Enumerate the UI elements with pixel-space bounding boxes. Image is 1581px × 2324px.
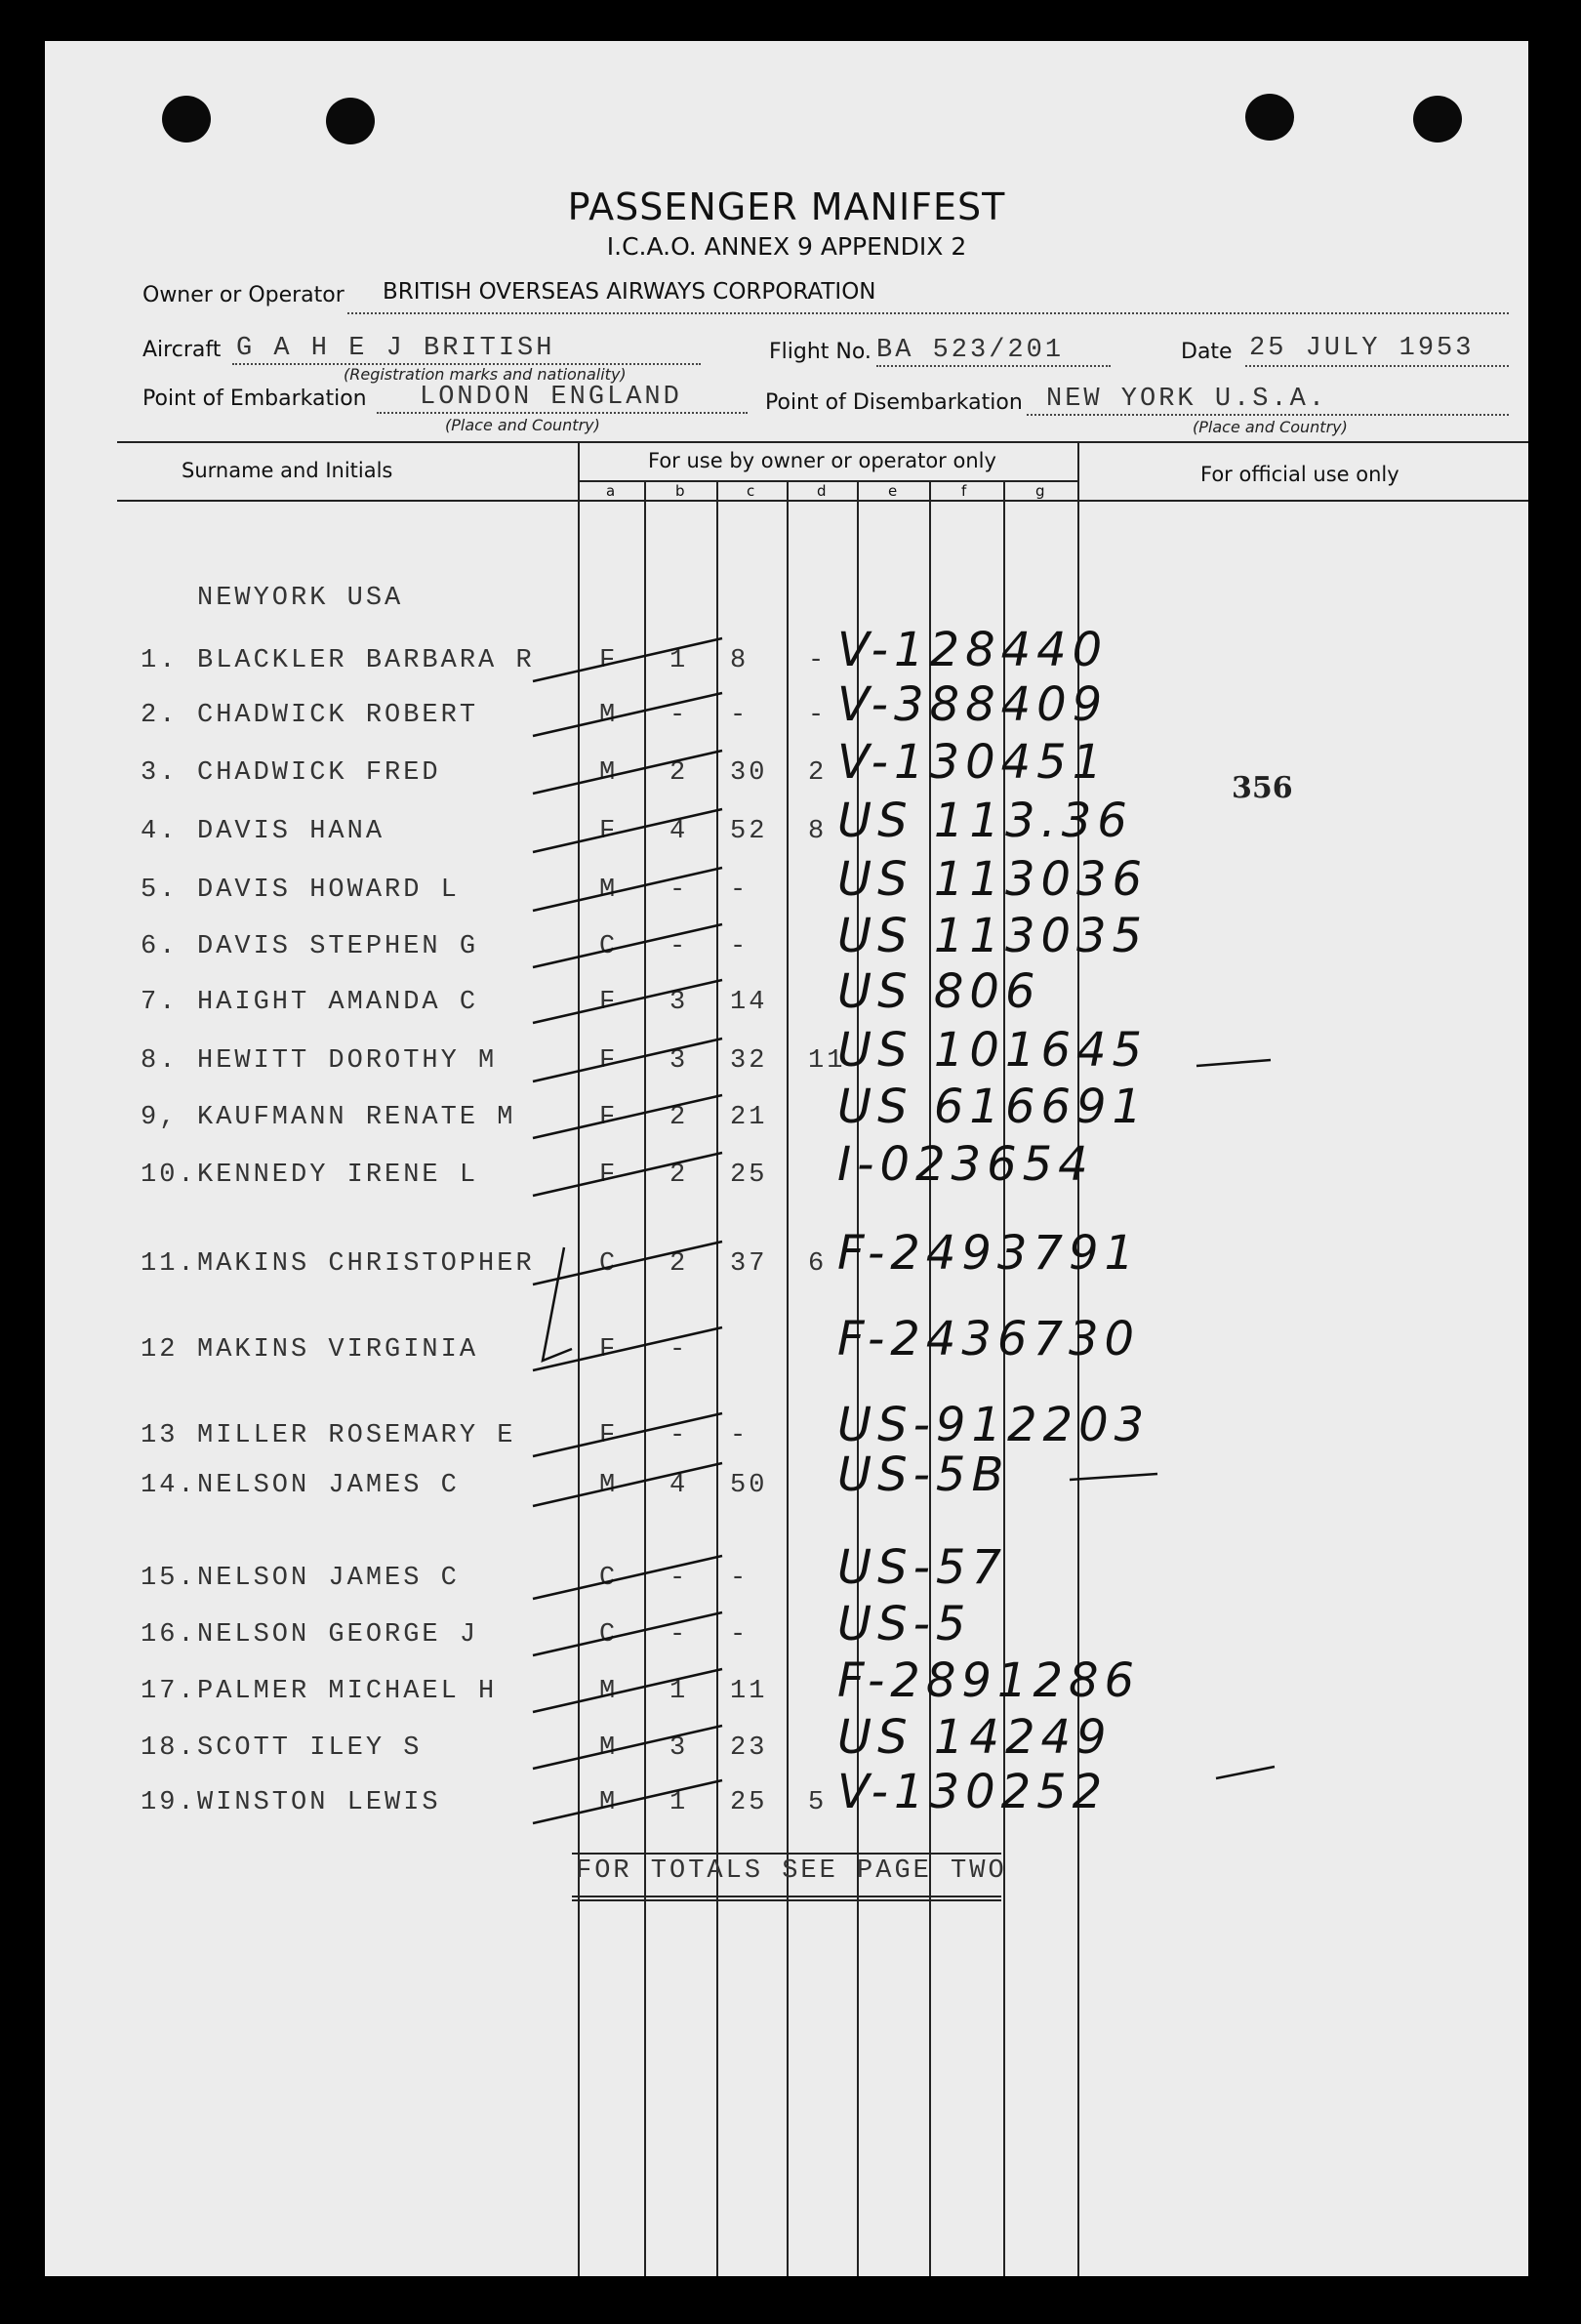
cell-c: - bbox=[730, 1564, 750, 1593]
cell-d: 11 bbox=[808, 1046, 846, 1076]
passenger-name: CHADWICK ROBERT bbox=[197, 701, 479, 730]
row-number: 15. bbox=[141, 1564, 197, 1593]
col-header-surname: Surname and Initials bbox=[182, 459, 393, 482]
passenger-name: DAVIS HANA bbox=[197, 817, 385, 846]
cell-a: F bbox=[599, 1046, 619, 1076]
row-number: 6. bbox=[141, 932, 179, 961]
cell-b: - bbox=[669, 1620, 689, 1650]
cell-a: C bbox=[599, 932, 619, 961]
cell-c: 37 bbox=[730, 1249, 768, 1279]
cell-d: - bbox=[808, 701, 828, 730]
cell-d: 5 bbox=[808, 1788, 828, 1817]
col-header-operator: For use by owner or operator only bbox=[648, 449, 996, 472]
cell-a: M bbox=[599, 701, 619, 730]
page-number-stamp: 356 bbox=[1232, 771, 1293, 805]
cell-b: - bbox=[669, 1564, 689, 1593]
pen-strike-mark bbox=[533, 868, 722, 911]
row-number: 16. bbox=[141, 1620, 197, 1650]
pen-tail-mark bbox=[1216, 1767, 1275, 1778]
cell-a: M bbox=[599, 876, 619, 905]
cell-a: C bbox=[599, 1620, 619, 1650]
official-handwritten-number: US 101645 bbox=[837, 1023, 1149, 1078]
official-handwritten-number: US 113035 bbox=[837, 909, 1149, 963]
cell-c: 32 bbox=[730, 1046, 768, 1076]
row-number: 14. bbox=[141, 1471, 197, 1500]
official-handwritten-number: F-2493791 bbox=[837, 1226, 1141, 1281]
pen-strike-mark bbox=[533, 980, 722, 1023]
pen-strike-mark bbox=[533, 1780, 722, 1823]
passenger-name: BLACKLER BARBARA R bbox=[197, 646, 535, 675]
cell-d: - bbox=[808, 646, 828, 675]
cell-b: 3 bbox=[669, 1733, 689, 1763]
pen-strike-mark bbox=[533, 1556, 722, 1599]
section-label: NEWYORK USA bbox=[197, 584, 404, 613]
sub-column-letter: e bbox=[888, 482, 898, 500]
row-number: 1. bbox=[141, 646, 179, 675]
flight-label: Flight No. bbox=[769, 340, 872, 364]
cell-d: 6 bbox=[808, 1249, 828, 1279]
pen-strike-mark bbox=[533, 751, 722, 794]
cell-d: 8 bbox=[808, 817, 828, 846]
cell-b: 2 bbox=[669, 758, 689, 788]
passenger-name: DAVIS STEPHEN G bbox=[197, 932, 479, 961]
sub-column-letter: d bbox=[817, 482, 827, 500]
embark-value: LONDON ENGLAND bbox=[420, 383, 682, 412]
cell-c: 50 bbox=[730, 1471, 768, 1500]
passenger-name: NELSON JAMES C bbox=[197, 1564, 460, 1593]
row-number: 12 bbox=[141, 1335, 179, 1365]
pen-strike-mark bbox=[533, 1095, 722, 1138]
cell-b: - bbox=[669, 701, 689, 730]
cell-a: F bbox=[599, 988, 619, 1017]
aircraft-value: G A H E J BRITISH bbox=[236, 334, 555, 363]
cell-b: 2 bbox=[669, 1249, 689, 1279]
cell-b: - bbox=[669, 1421, 689, 1450]
row-number: 10. bbox=[141, 1161, 197, 1190]
bracket-mark bbox=[543, 1247, 572, 1361]
cell-b: - bbox=[669, 932, 689, 961]
cell-c: 8 bbox=[730, 646, 750, 675]
cell-c: 23 bbox=[730, 1733, 768, 1763]
official-handwritten-number: US-5B bbox=[837, 1447, 1010, 1502]
cell-a: C bbox=[599, 1564, 619, 1593]
row-number: 19. bbox=[141, 1788, 197, 1817]
cell-b: 4 bbox=[669, 817, 689, 846]
manifest-page bbox=[45, 41, 1528, 2276]
flight-value: BA 523/201 bbox=[876, 336, 1065, 365]
official-handwritten-number: US 113.36 bbox=[837, 794, 1133, 848]
cell-b: 3 bbox=[669, 988, 689, 1017]
official-handwritten-number: US-5 bbox=[837, 1597, 972, 1651]
row-number: 18. bbox=[141, 1733, 197, 1763]
row-number: 17. bbox=[141, 1677, 197, 1706]
sub-column-letter: f bbox=[961, 482, 967, 500]
aircraft-note: (Registration marks and nationality) bbox=[344, 365, 627, 384]
row-number: 13 bbox=[141, 1421, 179, 1450]
row-number: 5. bbox=[141, 876, 179, 905]
row-number: 8. bbox=[141, 1046, 179, 1076]
owner-label: Owner or Operator bbox=[142, 283, 345, 307]
pen-strike-mark bbox=[533, 1463, 722, 1506]
cell-a: M bbox=[599, 1788, 619, 1817]
official-handwritten-number: V-388409 bbox=[837, 677, 1109, 732]
official-handwritten-number: US 616691 bbox=[837, 1080, 1149, 1134]
cell-c: - bbox=[730, 701, 750, 730]
pen-strike-mark bbox=[533, 1413, 722, 1456]
passenger-name: HAIGHT AMANDA C bbox=[197, 988, 479, 1017]
passenger-name: NELSON JAMES C bbox=[197, 1471, 460, 1500]
row-number: 4. bbox=[141, 817, 179, 846]
sub-column-letter: c bbox=[747, 482, 755, 500]
passenger-name: SCOTT ILEY S bbox=[197, 1733, 423, 1763]
col-header-official: For official use only bbox=[1200, 463, 1399, 486]
cell-b: - bbox=[669, 1335, 689, 1365]
official-handwritten-number: US 806 bbox=[837, 964, 1041, 1019]
passenger-name: HEWITT DOROTHY M bbox=[197, 1046, 498, 1076]
cell-b: 2 bbox=[669, 1161, 689, 1190]
cell-c: 14 bbox=[730, 988, 768, 1017]
cell-a: F bbox=[599, 817, 619, 846]
cell-c: 11 bbox=[730, 1677, 768, 1706]
cell-b: 1 bbox=[669, 1788, 689, 1817]
cell-b: 3 bbox=[669, 1046, 689, 1076]
passenger-name: MAKINS VIRGINIA bbox=[197, 1335, 479, 1365]
embark-label: Point of Embarkation bbox=[142, 387, 367, 411]
cell-b: 2 bbox=[669, 1103, 689, 1132]
cell-a: F bbox=[599, 1335, 619, 1365]
disembark-label: Point of Disembarkation bbox=[765, 390, 1023, 415]
cell-a: C bbox=[599, 1249, 619, 1279]
cell-a: M bbox=[599, 1733, 619, 1763]
passenger-name: MAKINS CHRISTOPHER bbox=[197, 1249, 535, 1279]
sub-column-letter: b bbox=[675, 482, 685, 500]
cell-c: 52 bbox=[730, 817, 768, 846]
official-handwritten-number: F-2891286 bbox=[837, 1653, 1141, 1708]
cell-a: M bbox=[599, 1471, 619, 1500]
page-subtitle: I.C.A.O. ANNEX 9 APPENDIX 2 bbox=[606, 232, 967, 261]
official-handwritten-number: US-57 bbox=[837, 1540, 1007, 1595]
cell-c: - bbox=[730, 1620, 750, 1650]
official-handwritten-number: V-130252 bbox=[837, 1765, 1109, 1819]
cell-b: 4 bbox=[669, 1471, 689, 1500]
row-number: 3. bbox=[141, 758, 179, 788]
passenger-name: PALMER MICHAEL H bbox=[197, 1677, 498, 1706]
row-number: 7. bbox=[141, 988, 179, 1017]
cell-c: 25 bbox=[730, 1161, 768, 1190]
pen-strike-mark bbox=[533, 809, 722, 852]
cell-c: - bbox=[730, 876, 750, 905]
totals-note: FOR TOTALS SEE PAGE TWO bbox=[576, 1856, 1007, 1886]
row-number: 9, bbox=[141, 1103, 179, 1132]
pen-tail-mark bbox=[1196, 1060, 1271, 1066]
pen-strike-marks bbox=[45, 41, 1528, 2276]
official-handwritten-number: V-130451 bbox=[837, 735, 1109, 790]
cell-c: - bbox=[730, 932, 750, 961]
cell-c: 21 bbox=[730, 1103, 768, 1132]
passenger-name: KENNEDY IRENE L bbox=[197, 1161, 479, 1190]
official-handwritten-number: I-023654 bbox=[837, 1137, 1094, 1192]
aircraft-label: Aircraft bbox=[142, 338, 222, 362]
pen-strike-mark bbox=[533, 1612, 722, 1655]
passenger-name: MILLER ROSEMARY E bbox=[197, 1421, 516, 1450]
official-handwritten-number: US 14249 bbox=[837, 1710, 1113, 1765]
cell-b: - bbox=[669, 876, 689, 905]
pen-strike-mark bbox=[533, 1327, 722, 1370]
sub-column-letter: a bbox=[606, 482, 616, 500]
embark-note: (Place and Country) bbox=[445, 416, 600, 434]
pen-strike-mark bbox=[533, 924, 722, 967]
cell-b: 1 bbox=[669, 646, 689, 675]
date-label: Date bbox=[1181, 340, 1233, 364]
cell-a: F bbox=[599, 646, 619, 675]
cell-c: 25 bbox=[730, 1788, 768, 1817]
passenger-name: KAUFMANN RENATE M bbox=[197, 1103, 516, 1132]
cell-c: - bbox=[730, 1421, 750, 1450]
pen-strike-mark bbox=[533, 1726, 722, 1769]
passenger-name: DAVIS HOWARD L bbox=[197, 876, 460, 905]
official-handwritten-number: V-128440 bbox=[837, 623, 1109, 677]
pen-strike-mark bbox=[533, 1153, 722, 1196]
row-number: 2. bbox=[141, 701, 179, 730]
date-value: 25 JULY 1953 bbox=[1249, 334, 1475, 363]
disembark-value: NEW YORK U.S.A. bbox=[1046, 385, 1328, 414]
pen-tail-mark bbox=[1070, 1474, 1157, 1480]
disembark-note: (Place and Country) bbox=[1193, 418, 1348, 436]
page-title: PASSENGER MANIFEST bbox=[567, 185, 1006, 228]
row-number: 11. bbox=[141, 1249, 197, 1279]
cell-a: F bbox=[599, 1161, 619, 1190]
official-handwritten-number: US-912203 bbox=[837, 1398, 1151, 1452]
pen-strike-mark bbox=[533, 1039, 722, 1081]
passenger-name: WINSTON LEWIS bbox=[197, 1788, 441, 1817]
passenger-name: CHADWICK FRED bbox=[197, 758, 441, 788]
cell-c: 30 bbox=[730, 758, 768, 788]
official-handwritten-number: US 113036 bbox=[837, 852, 1149, 907]
pen-strike-mark bbox=[533, 1669, 722, 1712]
sub-column-letter: g bbox=[1035, 482, 1045, 500]
cell-a: M bbox=[599, 758, 619, 788]
cell-a: F bbox=[599, 1103, 619, 1132]
passenger-name: NELSON GEORGE J bbox=[197, 1620, 479, 1650]
cell-d: 2 bbox=[808, 758, 828, 788]
cell-b: 1 bbox=[669, 1677, 689, 1706]
pen-strike-mark bbox=[533, 693, 722, 736]
cell-a: F bbox=[599, 1421, 619, 1450]
pen-strike-mark bbox=[533, 638, 722, 681]
official-handwritten-number: F-2436730 bbox=[837, 1312, 1141, 1366]
cell-a: M bbox=[599, 1677, 619, 1706]
owner-value: BRITISH OVERSEAS AIRWAYS CORPORATION bbox=[383, 279, 876, 305]
